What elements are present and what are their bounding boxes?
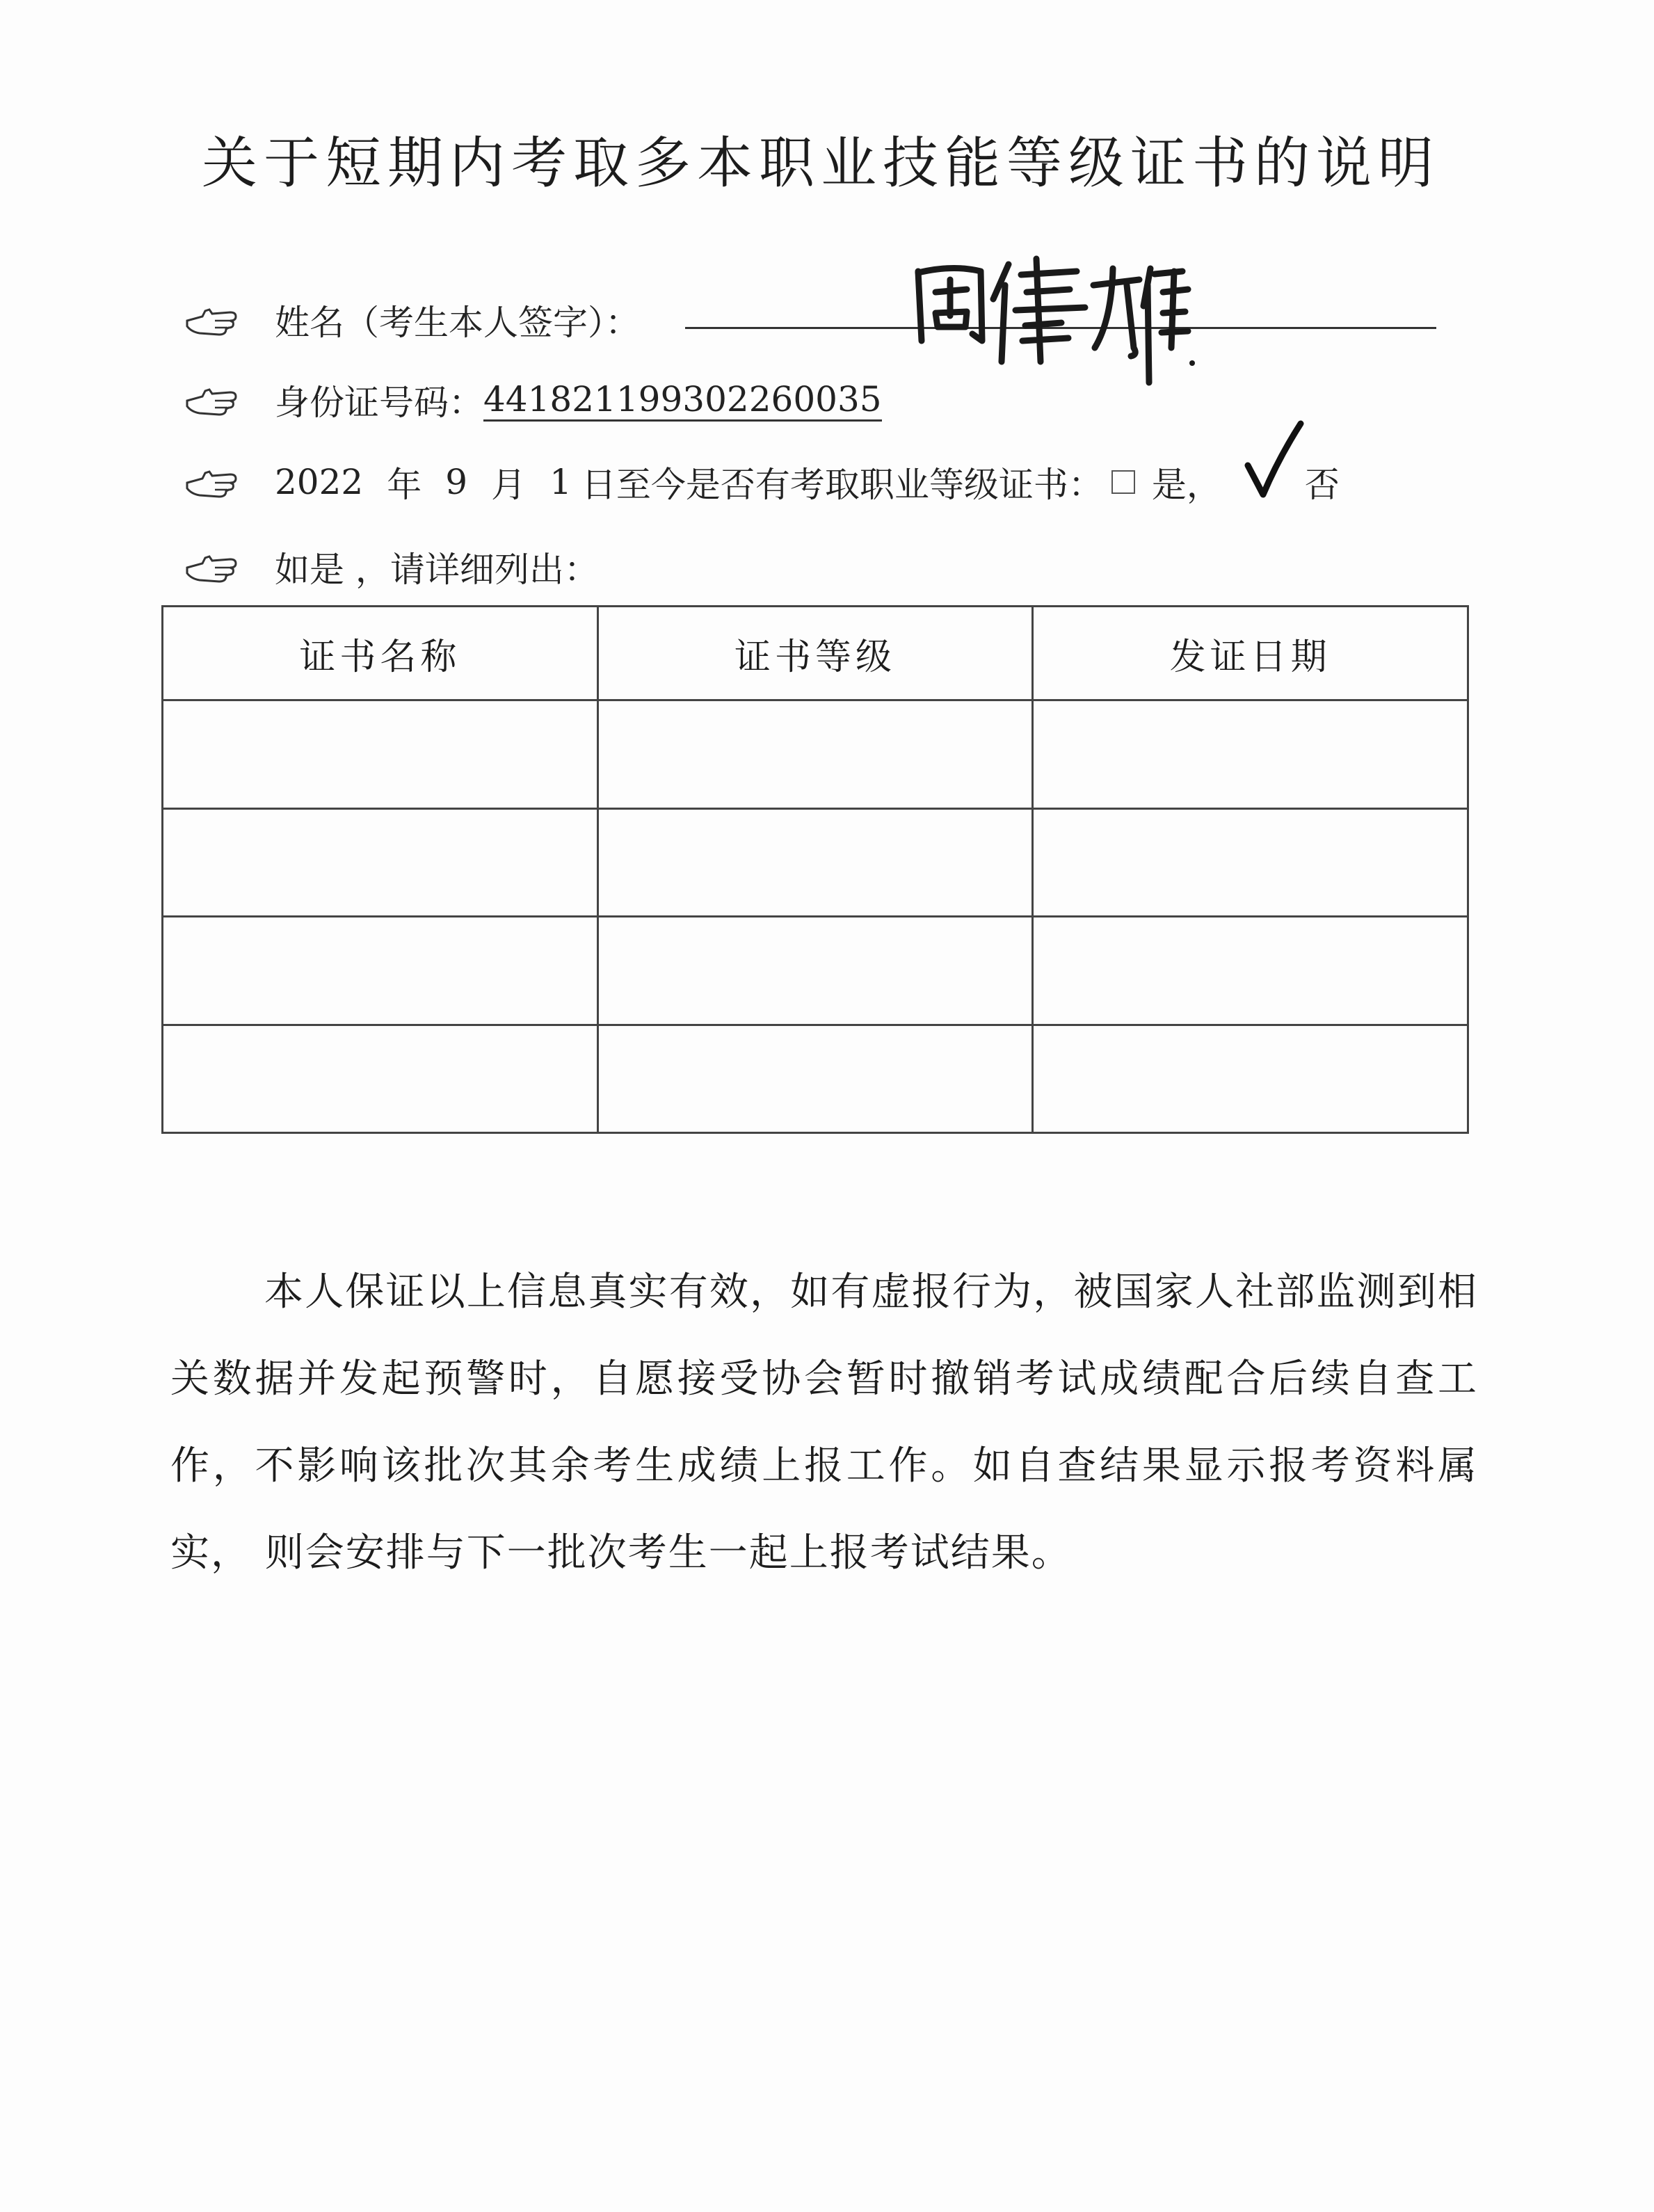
header-certificate-level: 证书等级 — [597, 607, 1033, 700]
question-text: 日至今是否有考取职业等级证书： — [581, 465, 1103, 505]
since-year: 2022 — [275, 462, 364, 502]
yes-label: 是， — [1151, 465, 1221, 505]
id-number-value: 441821199302260035 — [483, 379, 882, 422]
cell-certificate-name[interactable] — [163, 1025, 598, 1133]
declaration-paragraph: 本人保证以上信息真实有效，如有虚报行为，被国家人社部监测到相关数据并发起预警时，自愿接受协会暂时撤销考试成绩配合后续自查工作，不影响该批次其余考生成绩上报工作。如自查结果显示报考资料属实， 则会安排与下一批次考生一起上报考试结果。 — [170, 1269, 1478, 1576]
header-certificate-name: 证书名称 — [163, 607, 598, 700]
header-issue-date: 发证日期 — [1033, 607, 1468, 700]
pointing-hand-icon — [184, 303, 240, 337]
cell-issue-date[interactable] — [1033, 808, 1468, 917]
document-title: 关于短期内考取多本职业技能等级证书的说明 — [202, 131, 1440, 195]
year-char: 年 — [387, 465, 422, 505]
table-header-row — [163, 607, 1468, 700]
id-row — [184, 369, 882, 431]
handwritten-signature — [904, 243, 1196, 396]
cell-certificate-name[interactable] — [163, 808, 598, 917]
cell-certificate-name[interactable] — [163, 917, 598, 1025]
yes-checkbox[interactable] — [1111, 470, 1135, 494]
cell-issue-date[interactable] — [1033, 700, 1468, 809]
cell-certificate-level[interactable] — [597, 1025, 1033, 1133]
table-row — [163, 808, 1468, 917]
checkmark-icon — [1242, 419, 1305, 503]
table-row — [163, 700, 1468, 809]
cell-certificate-level[interactable] — [597, 808, 1033, 917]
table-row — [163, 1025, 1468, 1133]
cell-certificate-name[interactable] — [163, 700, 598, 809]
name-row — [184, 289, 640, 351]
cell-issue-date[interactable] — [1033, 1025, 1468, 1133]
month-char: 月 — [491, 465, 527, 505]
no-label: 否 — [1304, 465, 1340, 505]
list-prompt-row — [184, 536, 599, 598]
cell-certificate-level[interactable] — [597, 700, 1033, 809]
cell-issue-date[interactable] — [1033, 917, 1468, 1025]
list-prompt: 如是 ，请详细列出： — [275, 550, 599, 590]
table-row — [163, 917, 1468, 1025]
since-month: 9 — [445, 462, 468, 502]
pointing-hand-icon — [184, 550, 240, 584]
certificate-question-row — [184, 451, 1340, 513]
name-label: 姓名（考生本人签字）： — [275, 303, 640, 343]
since-day: 1 — [549, 462, 572, 502]
pointing-hand-icon — [184, 465, 240, 499]
cell-certificate-level[interactable] — [597, 917, 1033, 1025]
certificate-table — [161, 605, 1469, 1134]
id-label: 身份证号码： — [275, 383, 483, 423]
pointing-hand-icon — [184, 383, 240, 417]
